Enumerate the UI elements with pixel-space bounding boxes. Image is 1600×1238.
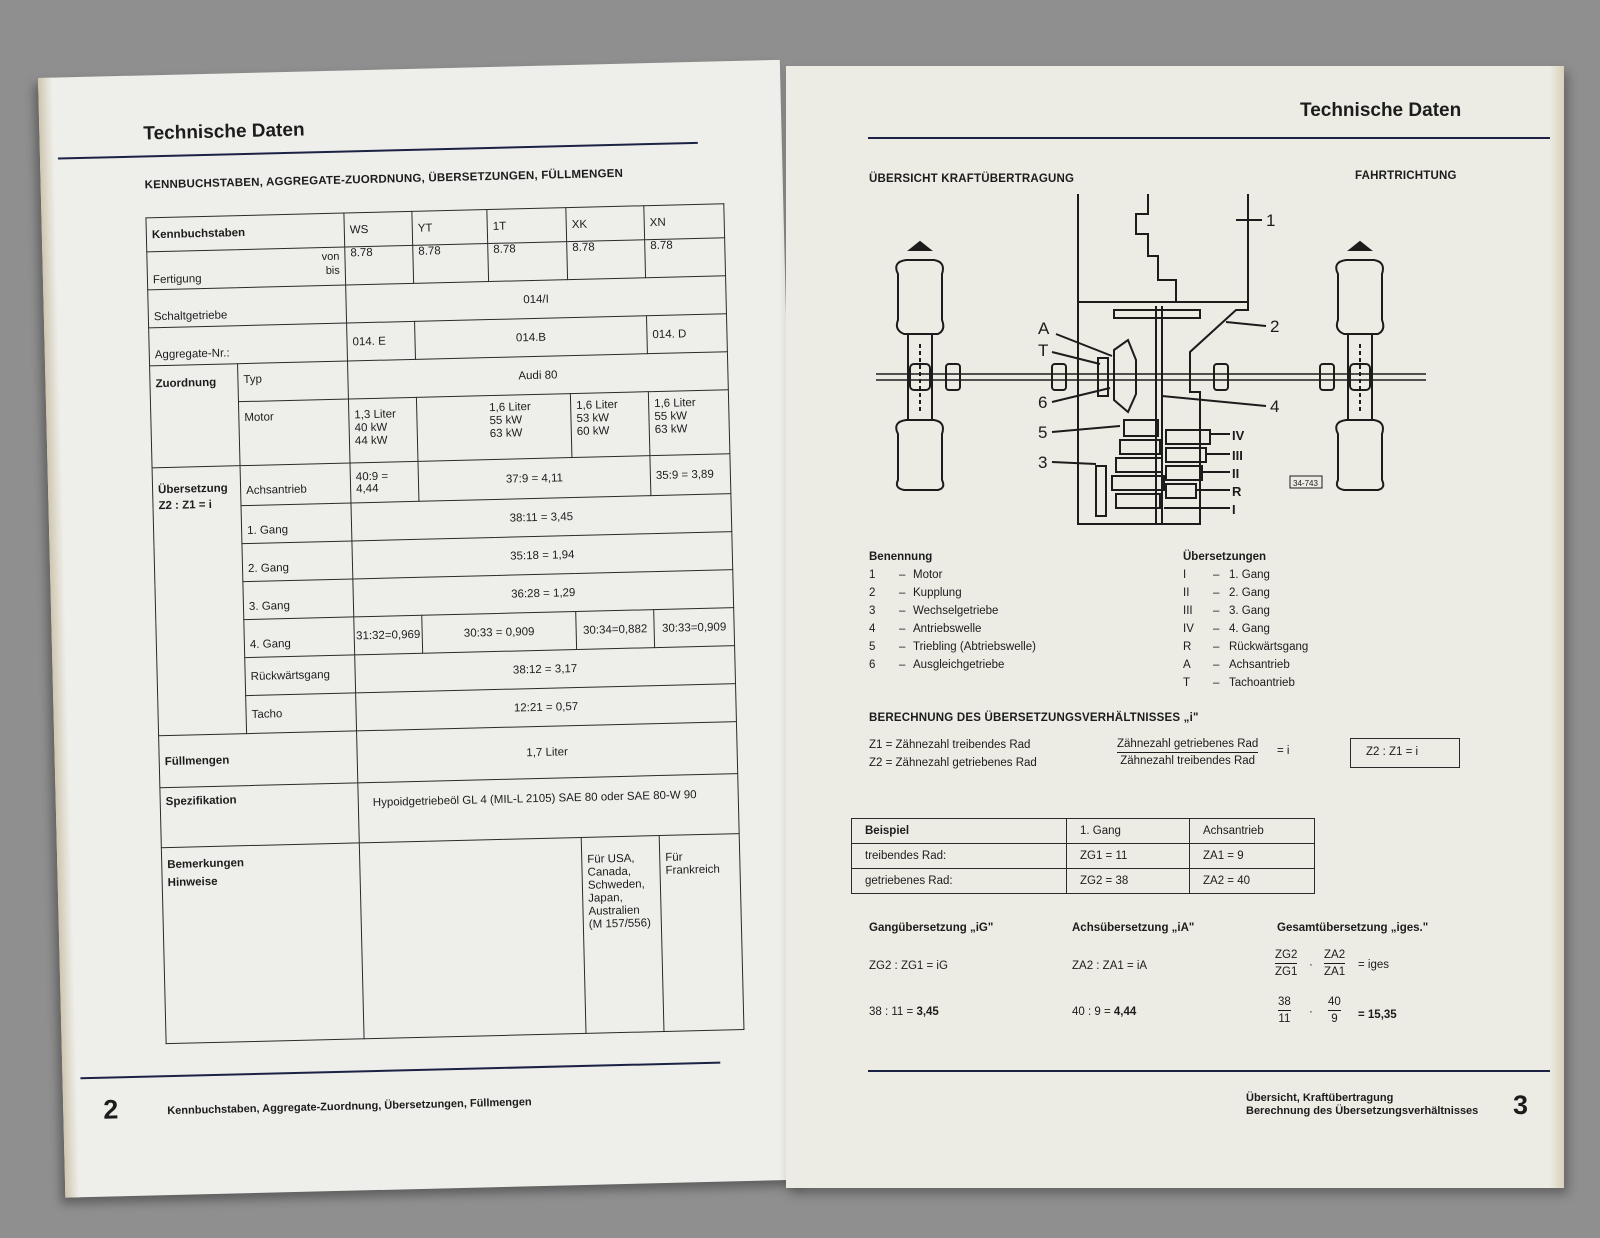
callout-label: 5 bbox=[1038, 423, 1048, 442]
legend-row: 1 – Motor bbox=[869, 566, 1036, 584]
beispiel-cell: ZG1 = 11 bbox=[1067, 844, 1190, 869]
spezifikation-label: Spezifikation bbox=[160, 783, 359, 848]
fertigung-1t: 8.78 bbox=[488, 242, 568, 282]
legend-text: Achsantrieb bbox=[1229, 659, 1290, 671]
kennbuchstaben-label: Kennbuchstaben bbox=[146, 213, 345, 252]
legend-text: Triebling (Abtriebswelle) bbox=[913, 641, 1036, 653]
page-number: 3 bbox=[1513, 1090, 1529, 1120]
gang1-value: 38:11 = 3,45 bbox=[351, 494, 732, 541]
gang1-label: 1. Gang bbox=[241, 503, 352, 544]
legend-text: Kupplung bbox=[913, 587, 962, 599]
benennung-title: Benennung bbox=[869, 551, 933, 563]
gang2-value: 35:18 = 1,94 bbox=[352, 532, 733, 579]
motor-label: Motor bbox=[238, 399, 350, 466]
achsantrieb-ws: 40:9 = 4,44 bbox=[350, 461, 419, 503]
beispiel-cell: ZG2 = 38 bbox=[1067, 869, 1190, 894]
beispiel-header: Achsantrieb bbox=[1190, 819, 1315, 844]
col-xk: XK bbox=[566, 206, 645, 242]
motor-ws bbox=[348, 397, 418, 463]
gesamt-fraction bbox=[1324, 949, 1345, 978]
multiply-dot: · bbox=[1309, 1006, 1313, 1018]
schaltgetriebe-value: 014/I bbox=[346, 276, 727, 323]
beispiel-header: Beispiel bbox=[852, 819, 1067, 844]
legend-num: III bbox=[1183, 605, 1193, 617]
hinweis-xk-line: Australien bbox=[588, 904, 640, 918]
beispiel-cell: ZA1 = 9 bbox=[1190, 844, 1315, 869]
berechnung-title: BERECHNUNG DES ÜBERSETZUNGSVERHÄLTNISSES „i" bbox=[869, 712, 1199, 724]
spec-table bbox=[145, 203, 744, 1044]
legend-row: A – Achsantrieb bbox=[1183, 656, 1308, 674]
motor-xn-line: 55 kW bbox=[654, 410, 688, 424]
legend-text: Ausgleichgetriebe bbox=[913, 659, 1005, 671]
callout-label: III bbox=[1232, 448, 1243, 463]
gang4-ws: 31:32=0,969 bbox=[354, 615, 423, 655]
hinweis-xn-line: Frankreich bbox=[665, 863, 721, 877]
fertigung-xk: 8.78 bbox=[567, 240, 646, 280]
gang4-xk: 30:34=0,882 bbox=[576, 610, 655, 650]
legend-row: 3 – Wechselgetriebe bbox=[869, 602, 1036, 620]
achs-result: 4,44 bbox=[1113, 1006, 1137, 1018]
motor-ws-line: 1,3 Liter bbox=[354, 408, 397, 422]
callout-label: I bbox=[1232, 502, 1236, 517]
schaltgetriebe-label: Schaltgetriebe bbox=[148, 285, 347, 328]
drivetrain-diagram bbox=[866, 184, 1426, 544]
motor-1t-line: 1,6 Liter bbox=[489, 401, 531, 415]
beispiel-cell: getriebenes Rad: bbox=[852, 869, 1067, 894]
motor-ws-line: 40 kW bbox=[354, 421, 388, 435]
legend-text: 3. Gang bbox=[1229, 605, 1270, 617]
uebersetzungen-legend bbox=[1183, 548, 1308, 692]
col-xn: XN bbox=[644, 204, 725, 240]
achsantrieb-xn: 35:9 = 3,89 bbox=[650, 454, 731, 496]
gang-formula: ZG2 : ZG1 = iG bbox=[869, 960, 948, 972]
legend-num: 3 bbox=[869, 605, 876, 617]
fertigung-xn: 8.78 bbox=[645, 238, 726, 278]
typ-label: Typ bbox=[238, 361, 349, 402]
section-title: KENNBUCHSTABEN, AGGREGATE-ZUORDNUNG, ÜBERSETZUNGEN, FÜLLMENGEN bbox=[144, 167, 624, 192]
gang3-label: 3. Gang bbox=[243, 579, 354, 620]
fraction-denominator: 9 bbox=[1331, 1013, 1338, 1025]
achsantrieb-mid: 37:9 = 4,11 bbox=[418, 456, 651, 502]
callout-label: 2 bbox=[1270, 317, 1280, 336]
gang3-value: 36:28 = 1,29 bbox=[353, 570, 734, 617]
equals-i: = i bbox=[1277, 745, 1290, 757]
uebersetzungen-title: Übersetzungen bbox=[1183, 551, 1267, 563]
fraction-numerator: ZG2 bbox=[1275, 949, 1297, 964]
z1-definition: Z1 = Zähnezahl treibendes Rad bbox=[869, 739, 1031, 751]
motor-ws-line: 44 kW bbox=[354, 434, 388, 448]
von-label: von bbox=[321, 250, 340, 264]
beispiel-cell: treibendes Rad: bbox=[852, 844, 1067, 869]
legend-num: I bbox=[1183, 569, 1187, 581]
gang4-xn: 30:33=0,909 bbox=[654, 608, 735, 648]
gang-result: 3,45 bbox=[916, 1006, 939, 1018]
callout-label: A bbox=[1038, 319, 1050, 338]
uebersetzung-formula: Z2 : Z1 = i bbox=[158, 498, 213, 513]
zuordnung-label: Zuordnung bbox=[150, 364, 240, 468]
legend-text: 2. Gang bbox=[1229, 587, 1270, 599]
gang-result-expr: 38 : 11 = bbox=[869, 1006, 914, 1018]
legend-num: 6 bbox=[869, 659, 876, 671]
multiply-dot: · bbox=[1309, 959, 1313, 971]
wheel-left-front bbox=[896, 260, 943, 334]
footer-rule bbox=[868, 1070, 1550, 1072]
callout-label: T bbox=[1038, 341, 1049, 360]
page-edge bbox=[1550, 66, 1564, 1188]
achs-result-expr: 40 : 9 = bbox=[1072, 1006, 1111, 1018]
engine-block bbox=[1136, 194, 1176, 302]
fuellmengen-value: 1,7 Liter bbox=[357, 722, 738, 783]
gesamt-number-fraction bbox=[1278, 996, 1291, 1025]
legend-text: 4. Gang bbox=[1229, 623, 1270, 635]
motor-xk bbox=[570, 392, 650, 458]
benennung-legend bbox=[869, 548, 1036, 674]
legend-row: IV – 4. Gang bbox=[1183, 620, 1308, 638]
gesamt-result: = 15,35 bbox=[1358, 1009, 1397, 1021]
hinweis-xk bbox=[581, 836, 664, 1034]
callout-label: II bbox=[1232, 466, 1240, 481]
z-definitions bbox=[869, 736, 1037, 772]
wheel-right-rear bbox=[1336, 420, 1383, 490]
motor-xn-line: 63 kW bbox=[654, 423, 688, 437]
uebersetzung-cell bbox=[152, 466, 247, 736]
motor-xk-line: 1,6 Liter bbox=[576, 398, 618, 412]
motor-xk-line: 60 kW bbox=[576, 425, 610, 438]
hinweis-xk-line: (M 157/556) bbox=[588, 917, 651, 931]
footer-line: Berechnung des Übersetzungsverhältnisses bbox=[1246, 1105, 1479, 1117]
callout-label: R bbox=[1232, 484, 1242, 499]
callout-label: 4 bbox=[1270, 397, 1280, 416]
hinweis-xk-line: Canada, bbox=[587, 865, 632, 879]
ratio-fraction bbox=[1117, 738, 1258, 767]
legend-text: 1. Gang bbox=[1229, 569, 1270, 581]
typ-value: Audi 80 bbox=[348, 352, 729, 399]
legend-num: 4 bbox=[869, 623, 876, 635]
left-page bbox=[38, 60, 807, 1198]
legend-text: Antriebswelle bbox=[913, 623, 982, 635]
z2-definition: Z2 = Zähnezahl getriebenes Rad bbox=[869, 757, 1037, 769]
page-header: Technische Daten bbox=[1300, 100, 1462, 121]
hinweis-xn bbox=[659, 834, 744, 1032]
legend-row: R – Rückwärtsgang bbox=[1183, 638, 1308, 656]
legend-text: Tachoantrieb bbox=[1229, 677, 1295, 689]
motor-xn bbox=[648, 390, 730, 456]
page-number: 2 bbox=[102, 1094, 119, 1125]
col-1t: 1T bbox=[487, 208, 567, 244]
achs-title: Achsübersetzung „iA" bbox=[1072, 922, 1195, 934]
legend-num: T bbox=[1183, 677, 1191, 689]
uebersetzung-label: Übersetzung bbox=[157, 482, 228, 497]
aggregate-label: Aggregate-Nr.: bbox=[149, 323, 348, 366]
legend-text: Motor bbox=[913, 569, 943, 581]
fraction-numerator: Zähnezahl getriebenes Rad bbox=[1117, 738, 1258, 753]
motor-1t bbox=[416, 394, 572, 462]
fertigung-ws: 8.78 bbox=[345, 245, 414, 285]
aggregate-xn: 014. D bbox=[646, 314, 727, 354]
legend-row: T – Tachoantrieb bbox=[1183, 674, 1308, 692]
gesamt-formula-tail: = iges bbox=[1358, 959, 1390, 971]
gang2-label: 2. Gang bbox=[242, 541, 353, 582]
gesamt-title: Gesamtübersetzung „iges." bbox=[1277, 922, 1429, 934]
page-edge bbox=[38, 78, 79, 1198]
legend-num: A bbox=[1183, 659, 1191, 671]
bemerkungen-label: Bemerkungen bbox=[167, 857, 245, 872]
legend-num: R bbox=[1183, 641, 1192, 653]
spezifikation-value: Hypoidgetriebeöl GL 4 (MIL-L 2105) SAE 80 oder SAE 80-W 90 bbox=[358, 774, 739, 843]
legend-num: 1 bbox=[869, 569, 876, 581]
fraction-numerator: 40 bbox=[1328, 996, 1341, 1011]
legend-text: Rückwärtsgang bbox=[1229, 641, 1309, 653]
tacho-label: Tacho bbox=[246, 693, 357, 734]
footer-line: Übersicht, Kraftübertragung bbox=[1246, 1092, 1394, 1104]
direction-label: FAHRTRICHTUNG bbox=[1355, 170, 1457, 182]
legend-num: 2 bbox=[869, 587, 876, 599]
gesamt-fraction bbox=[1275, 949, 1297, 978]
callout-label: 6 bbox=[1038, 393, 1048, 412]
beispiel-header: 1. Gang bbox=[1067, 819, 1190, 844]
fraction-numerator: ZA2 bbox=[1324, 949, 1345, 964]
wheel-left-rear bbox=[896, 420, 943, 490]
footer-rule bbox=[80, 1062, 720, 1080]
hinweis-empty bbox=[359, 837, 586, 1038]
legend-num: IV bbox=[1183, 623, 1194, 635]
legend-row: III – 3. Gang bbox=[1183, 602, 1308, 620]
footer-text: Kennbuchstaben, Aggregate-Zuordnung, Übersetzungen, Füllmengen bbox=[167, 1096, 532, 1118]
fraction-denominator: ZA1 bbox=[1324, 966, 1346, 978]
achs-result-row bbox=[1072, 1006, 1136, 1018]
fertigung-label: Fertigung bbox=[152, 273, 202, 287]
legend-row: 5 – Triebling (Abtriebswelle) bbox=[869, 638, 1036, 656]
differential bbox=[1114, 340, 1136, 412]
hinweise-label: Hinweise bbox=[167, 875, 218, 890]
beispiel-cell: ZA2 = 40 bbox=[1190, 869, 1315, 894]
legend-row: II – 2. Gang bbox=[1183, 584, 1308, 602]
callout-label: 3 bbox=[1038, 453, 1048, 472]
gang-title: Gangübersetzung „iG" bbox=[869, 922, 994, 934]
callout-label: IV bbox=[1232, 428, 1245, 443]
rueckwaerts-label: Rückwärtsgang bbox=[245, 655, 356, 696]
hinweis-xk-line: Schweden, bbox=[587, 878, 645, 892]
fraction-numerator: 38 bbox=[1278, 996, 1291, 1011]
right-page bbox=[786, 66, 1564, 1188]
fraction-denominator: 11 bbox=[1278, 1013, 1291, 1025]
hinweis-xk-line: Japan, bbox=[588, 891, 623, 905]
motor-1t-line: 55 kW bbox=[489, 414, 523, 428]
gang-result-row bbox=[869, 1006, 939, 1018]
tacho-value: 12:21 = 0,57 bbox=[356, 684, 737, 731]
motor-xk-line: 53 kW bbox=[576, 412, 610, 425]
col-yt: YT bbox=[412, 210, 488, 246]
fuellmengen-label: Füllmengen bbox=[159, 731, 358, 788]
diagram-title: ÜBERSICHT KRAFTÜBERTRAGUNG bbox=[869, 173, 1075, 185]
legend-row: I – 1. Gang bbox=[1183, 566, 1308, 584]
col-ws: WS bbox=[344, 211, 413, 247]
gang4-mid: 30:33 = 0,909 bbox=[422, 612, 577, 654]
wheel-right-front bbox=[1336, 260, 1383, 334]
aggregate-mid: 014.B bbox=[415, 316, 648, 360]
gesamt-number-fraction bbox=[1328, 996, 1341, 1025]
legend-row: 4 – Antriebswelle bbox=[869, 620, 1036, 638]
footer-text bbox=[1246, 1092, 1478, 1118]
motor-xn-line: 1,6 Liter bbox=[654, 397, 696, 411]
legend-text: Wechselgetriebe bbox=[913, 605, 999, 617]
header-rule bbox=[868, 137, 1550, 139]
callout-label: 1 bbox=[1266, 211, 1276, 230]
hinweis-xn-line: Für bbox=[665, 851, 683, 864]
boxed-formula: Z2 : Z1 = i bbox=[1366, 746, 1419, 758]
gang4-label: 4. Gang bbox=[244, 617, 355, 658]
rueckwaerts-value: 38:12 = 3,17 bbox=[355, 646, 736, 693]
fertigung-yt: 8.78 bbox=[413, 244, 489, 284]
beispiel-table bbox=[851, 818, 1315, 894]
aggregate-ws: 014. E bbox=[347, 321, 416, 361]
fraction-denominator: Zähnezahl treibendes Rad bbox=[1120, 755, 1256, 767]
legend-num: II bbox=[1183, 587, 1190, 599]
legend-row: 2 – Kupplung bbox=[869, 584, 1036, 602]
page-header: Technische Daten bbox=[143, 119, 305, 145]
hinweis-xk-line: Für USA, bbox=[587, 852, 635, 866]
motor-1t-line: 63 kW bbox=[489, 427, 523, 441]
achsantrieb-label: Achsantrieb bbox=[240, 463, 351, 506]
bis-label: bis bbox=[325, 264, 340, 278]
fertigung-cell bbox=[147, 247, 346, 290]
diagram-ref: 34-743 bbox=[1293, 479, 1318, 488]
legend-row: 6 – Ausgleichgetriebe bbox=[869, 656, 1036, 674]
boxed-formula-box bbox=[1350, 738, 1460, 768]
achs-formula: ZA2 : ZA1 = iA bbox=[1072, 960, 1148, 972]
bemerkungen-cell bbox=[161, 843, 364, 1044]
legend-num: 5 bbox=[869, 641, 876, 653]
fraction-denominator: ZG1 bbox=[1275, 966, 1298, 978]
